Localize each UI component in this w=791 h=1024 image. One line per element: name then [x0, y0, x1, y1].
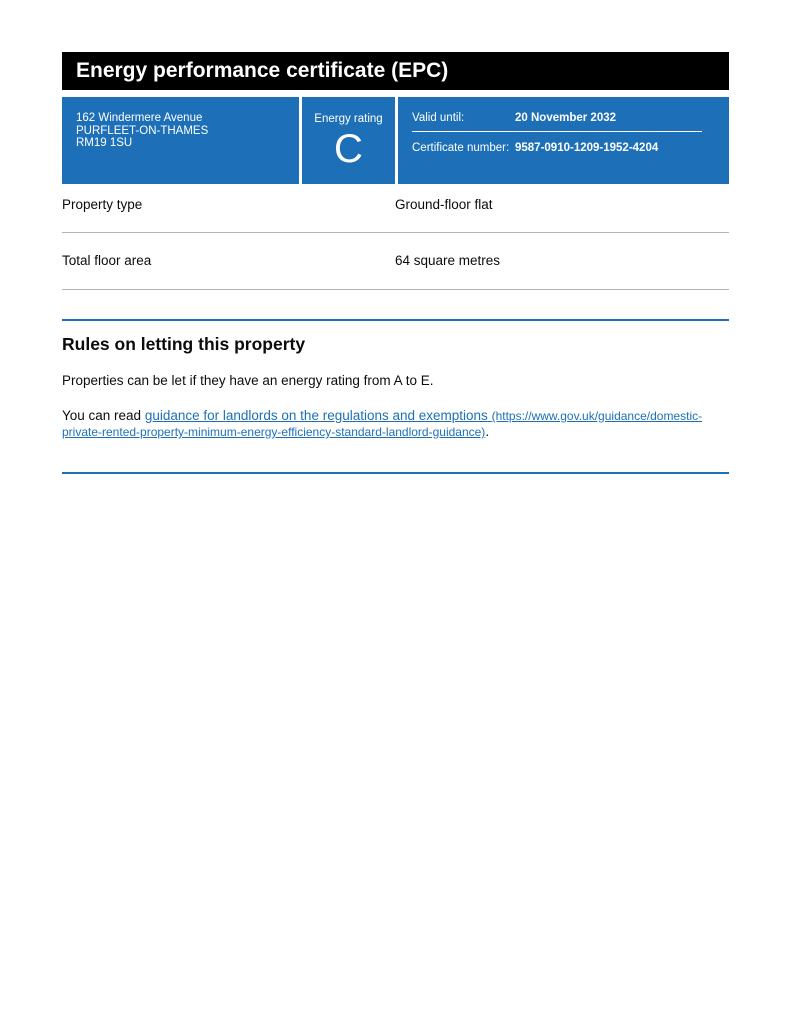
certificate-divider	[412, 131, 702, 132]
guidance-link-text[interactable]: guidance for landlords on the regulations and exemptions	[144, 408, 488, 423]
address-line-2: PURFLEET-ON-THAMES	[76, 124, 209, 137]
guidance-link[interactable]	[62, 408, 702, 439]
guidance-prefix: You can read	[62, 408, 145, 423]
valid-until-row	[412, 111, 702, 125]
guidance-paragraph	[62, 408, 729, 440]
certificate-details	[398, 97, 729, 184]
row-divider	[62, 289, 729, 290]
property-address	[62, 97, 299, 184]
guidance-link-url-1[interactable]: (https://www.gov.uk/guidance/domestic-	[491, 409, 703, 423]
certificate-number-row	[412, 141, 702, 155]
property-type-value: Ground-floor flat	[395, 197, 493, 212]
valid-until-value: 20 November 2032	[515, 112, 617, 124]
property-type-label: Property type	[62, 197, 143, 212]
row-divider	[62, 232, 729, 233]
section-divider-top	[62, 319, 729, 321]
certificate-number-label: Certificate number:	[412, 142, 510, 154]
energy-rating-box	[302, 97, 395, 184]
floor-area-label: Total floor area	[62, 253, 152, 268]
guidance-suffix: .	[485, 424, 490, 439]
energy-rating-letter: C	[334, 127, 363, 171]
letting-rules-text: Properties can be let if they have an energy rating from A to E.	[62, 373, 434, 388]
address-line-3: RM19 1SU	[76, 137, 133, 149]
valid-until-label: Valid until:	[412, 112, 465, 124]
address-line-1: 162 Windermere Avenue	[76, 112, 203, 124]
page-title: Energy performance certificate (EPC)	[62, 52, 729, 90]
certificate-number-value: 9587-0910-1209-1952-4204	[515, 142, 659, 154]
floor-area-value: 64 square metres	[395, 253, 501, 268]
energy-rating-label: Energy rating	[314, 113, 383, 125]
guidance-link-url-2[interactable]: private-rented-property-minimum-energy-efficiency-standard-landlord-guidance)	[62, 425, 486, 439]
letting-rules-heading: Rules on letting this property	[62, 334, 306, 354]
section-divider-bottom	[62, 472, 729, 474]
